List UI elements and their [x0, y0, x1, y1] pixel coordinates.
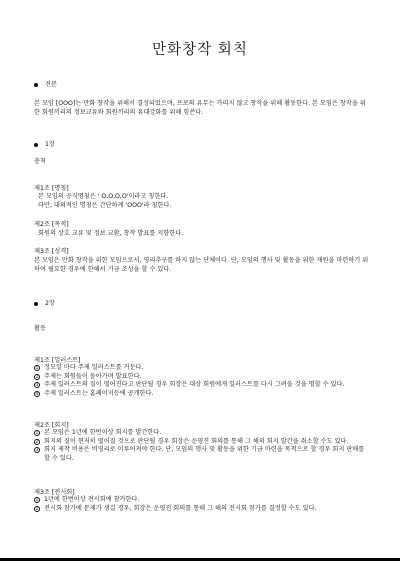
number-circle-icon: 1 [35, 366, 39, 371]
number-circle-icon: 3 [35, 383, 39, 389]
list-item: 2 주제는 회원들이 돌아가며 발표한다. [35, 372, 142, 380]
number-circle-icon: 2 [35, 439, 39, 445]
page-bottom-rule [0, 558, 400, 561]
article-line: 다만, 대외적인 명칭은 간단하게 'OOO'라 칭한다. [38, 202, 172, 209]
chapter1-subheading: 총칙 [34, 158, 46, 165]
article-list [34, 364, 370, 398]
number-circle-icon: 4 [35, 391, 39, 397]
bullet-icon [34, 302, 38, 306]
number-circle-icon: 3 [35, 448, 39, 454]
article-list [34, 429, 370, 463]
preamble-heading-label: 전문 [45, 81, 57, 88]
list-item: 1 1년에 한번이상 전시회에 참가한다. [35, 496, 140, 503]
chapter1-heading-label: 1장 [45, 141, 55, 148]
article-list [34, 496, 370, 513]
number-circle-icon: 1 [35, 498, 39, 503]
chapter1-heading [34, 140, 55, 149]
article-line: 본 모임의 공식명칭은 ' O,O,O,O'이라고 칭한다. [38, 193, 169, 200]
article-title: 제1조 [일러스트] [34, 357, 81, 364]
article-line: 회원의 상호 교류 및 정보 교환, 창작 발표를 지향한다. [38, 230, 184, 237]
document-title: 만화창작 회칙 [152, 42, 248, 58]
preamble-heading [34, 80, 57, 89]
article-title: 제3조 [성격] [34, 248, 69, 255]
chapter2-subheading: 활동 [34, 325, 46, 332]
preamble-text: 본 모임 [OOO]는 만화 창작을 위해서 결성되었으며, 프로의 유무는 가리지 않고 창작을 위해 활동한다. 본 모임은 창작을 위한 회원끼리의 정보교류와 회원끼리의 유대강화를 위해 힘쓴다. [34, 100, 366, 117]
article-title: 제2조 [회지] [34, 422, 69, 429]
chapter2-heading-label: 2장 [45, 300, 55, 307]
article-text: 본 모임은 만화 창작을 위한 모임으로서, 영리추구를 하지 않는 단체이다. 단, 모임의 행사 및 활동을 위한 재원을 마련하기 위하여 필요한 경우에 한해서 기금 조성을 할 수 있다. [34, 257, 369, 274]
bullet-icon [34, 143, 38, 147]
number-circle-icon: 2 [35, 374, 39, 380]
list-item: 2 전시회 참가에 문제가 생길 경우, 회장은 운영진 회의를 통해 그 해의 전시회 참가를 결정할 수도 있다. [35, 504, 317, 512]
list-item: 3 주제 일러스트의 질이 떨어진다고 판단될 경우 회장은 대상 회원에게 일러스트를 다시 그려올 것을 명할 수 있다. [35, 381, 345, 389]
article-title: 제3조 [전시회] [34, 489, 75, 496]
bullet-icon [34, 83, 38, 87]
list-item: 1 본 모임은 1년에 한번이상 회지를 발간한다. [35, 429, 162, 436]
list-item: 3 회지 제작 비용은 비영리로 이루어져야 한다. 단, 모임의 행사 및 활동을 위한 기금 마련을 목적으로 할 경우 회지 판매를 할 수 있다. [35, 446, 365, 462]
list-item: 2 회지의 질이 현저히 떨어질 것으로 판단될 경우 회장은 운영진 회의를 통해 그 해의 회지 발간을 취소할 수도 있다. [35, 437, 349, 445]
number-circle-icon: 1 [35, 431, 39, 436]
list-item: 1 정모일 마다 주제 일러스트를 거둔다. [35, 364, 144, 371]
article-title: 제1조 [명칭] [34, 185, 69, 192]
article-title: 제2조 [목적] [34, 221, 69, 228]
number-circle-icon: 2 [35, 506, 39, 512]
chapter2-heading [34, 299, 55, 308]
list-item: 4 주제 일러스트는 홈페이지등에 공개한다. [35, 389, 154, 397]
